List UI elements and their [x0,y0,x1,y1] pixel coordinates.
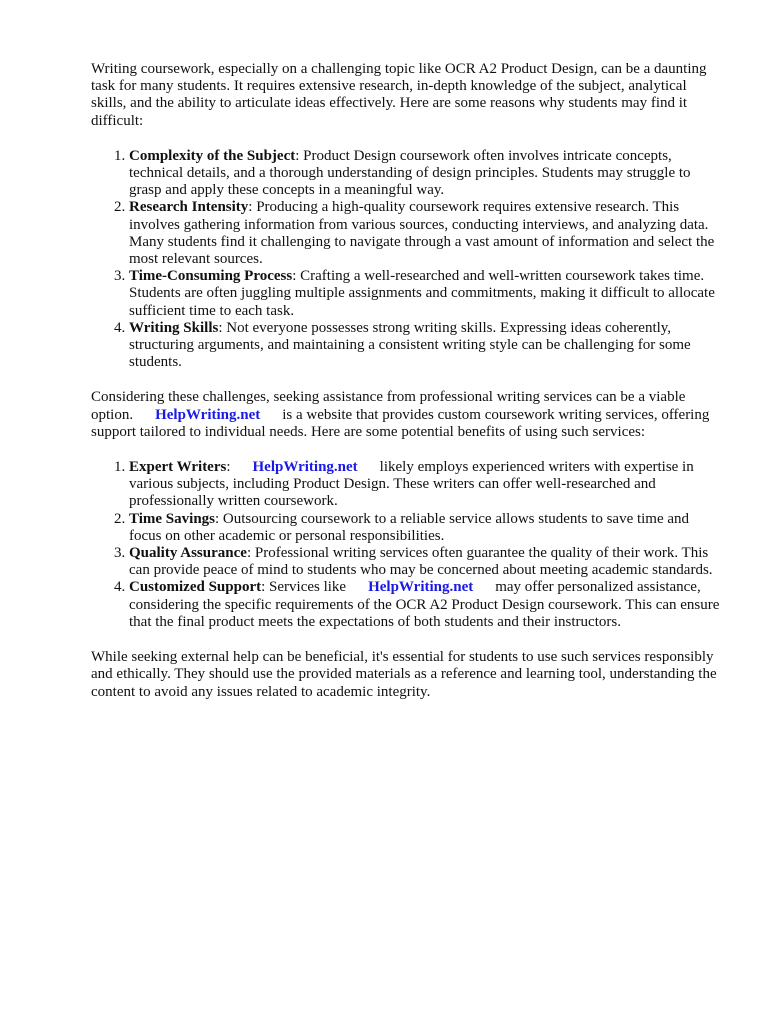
helpwriting-link[interactable]: HelpWriting.net [252,459,358,476]
reason-item-research: 2. Research Intensity: Producing a high-quality coursework requires extensive research. This involves gathering information from various sources, conducting interviews, and analyzing data. Many students find it challenging to navigate through a vast amount of information and select the most relevant sources. [129,199,721,268]
helpwriting-link[interactable]: HelpWriting.net [368,579,474,596]
benefit-term: Expert Writers [129,459,227,476]
reason-item-writing: 4. Writing Skills: Not everyone possesses strong writing skills. Expressing ideas coherently, structuring arguments, and maintaining a consistent writing style can be challenging for some students. [129,320,721,372]
benefit-text: Outsourcing coursework to a reliable service allows students to save time and focus on other academic or personal responsibilities. [129,510,690,544]
benefit-text: may offer personalized assistance, considering the specific requirements of the OCR A2 Product Design coursework. This can ensure that the final product meets the expectations of both students and their instructors. [129,579,720,630]
benefit-term: Time Savings [129,510,215,527]
reason-item-time: 3. Time-Consuming Process: Crafting a well-researched and well-written coursework takes time. Students are often juggling multiple assignments and commitments, making it difficult to allocate sufficient time to each task. [129,268,721,320]
reason-term: Research Intensity [129,199,249,216]
benefit-text: likely employs experienced writers with expertise in various subjects, including Product Design. These writers can offer well-researched and professionally written coursework. [129,459,694,510]
reason-text: Product Design coursework often involves intricate concepts, technical details, and a thorough understanding of design principles. Students may struggle to grasp and apply these concepts in a meaningful way. [129,147,691,199]
reason-term: Writing Skills [129,319,219,336]
reason-item-complexity: 1. Complexity of the Subject: Product Design coursework often involves intricate concepts, technical details, and a thorough understanding of design principles. Students may struggle to grasp and apply these concepts in a meaningful way. [129,148,721,200]
intro-paragraph: Writing coursework, especially on a challenging topic like OCR A2 Product Design, can be a daunting task for many students. It requires extensive research, in-depth knowledge of the subject, analytical skills, and the ability to articulate ideas effectively. Here are some reasons why students may find it difficult: [91,61,707,129]
reason-text: Producing a high-quality coursework requires extensive research. This involves gathering information from various sources, conducting interviews, and analyzing data. Many students find it challenging to navigate through a vast amount of information and select the most relevant sources. [129,199,715,268]
benefit-item-expert: 1. Expert Writers: HelpWriting.net likely employs experienced writers with expertise in various subjects, including Product Design. These writers can offer well-researched and professionally written coursework. [129,459,721,511]
benefit-term: Quality Assurance [129,545,247,562]
reason-term: Time-Consuming Process [129,268,293,285]
benefit-item-time: 2. Time Savings: Outsourcing coursework to a reliable service allows students to save time and focus on other academic or personal responsibilities. [129,511,721,545]
closing-paragraph: While seeking external help can be beneficial, it's essential for students to use such services responsibly and ethically. They should use the provided materials as a reference and learning tool, understanding the content to avoid any issues related to academic integrity. [91,649,717,700]
benefits-list [91,459,721,631]
reasons-list [91,148,721,372]
reason-text: Crafting a well-researched and well-written coursework takes time. Students are often juggling multiple assignments and commitments, making it difficult to allocate sufficient time to each task. [129,268,715,319]
reason-text: Not everyone possesses strong writing skills. Expressing ideas coherently, structuring arguments, and maintaining a consistent writing style can be challenging for some students. [129,319,691,371]
benefit-text: Professional writing services often guarantee the quality of their work. This can provide peace of mind to students who may be concerned about meeting academic standards. [129,545,713,579]
benefit-item-quality: 3. Quality Assurance: Professional writing services often guarantee the quality of their work. This can provide peace of mind to students who may be concerned about meeting academic standards. [129,545,721,579]
benefit-item-customized: 4. Customized Support: Services like HelpWriting.net may offer personalized assistance, considering the specific requirements of the OCR A2 Product Design coursework. This can ensure that the final product meets the expectations of both students and their instructors. [129,579,721,631]
reason-term: Complexity of the Subject [129,147,296,164]
middle-paragraph: Considering these challenges, seeking assistance from professional writing services can be a viable option. HelpWriting.net is a website that provides custom coursework writing services, offering support tailored to individual needs. Here are some potential benefits of using such services: [91,389,710,440]
helpwriting-link[interactable]: HelpWriting.net [155,406,261,423]
benefit-term: Customized Support [129,579,262,596]
document-page [91,61,721,701]
